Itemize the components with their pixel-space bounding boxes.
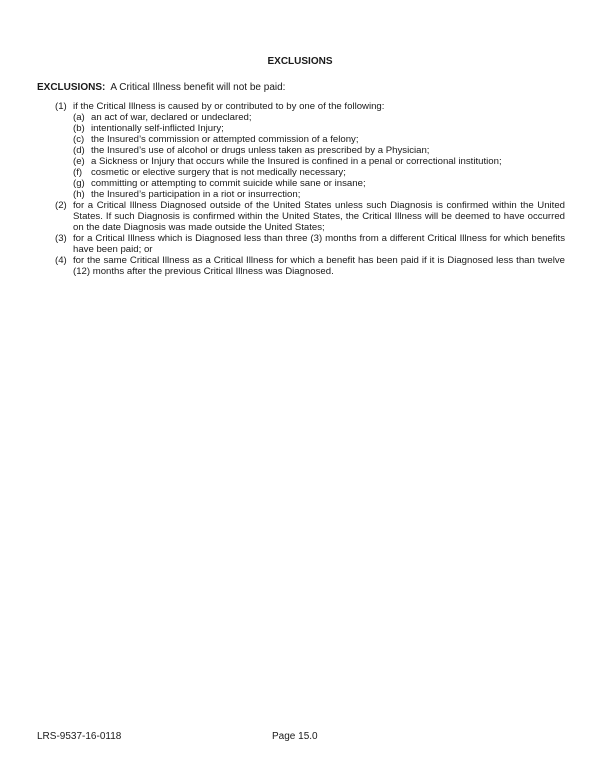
sub-item-text: an act of war, declared or undeclared;	[91, 112, 252, 123]
sub-item-a	[73, 112, 565, 123]
sub-item-text: the Insured’s participation in a riot or insurrection;	[91, 189, 301, 200]
intro-label: EXCLUSIONS:	[37, 82, 106, 93]
intro-line	[37, 82, 285, 93]
sub-item-number: (h)	[73, 189, 85, 200]
exclusion-item-2	[55, 200, 565, 233]
sub-item-number: (b)	[73, 123, 85, 134]
exclusion-sublist	[73, 112, 565, 200]
sub-item-number: (c)	[73, 134, 85, 145]
item-number: (2)	[55, 200, 67, 211]
item-text: for a Critical Illness Diagnosed outside of the United States unless such Diagnosis is confirmed within the United States. If such Diagnosis is confirmed within the United States, the Critical Illness will be deemed to have occurred on the date Diagnosis was made outside the United States;	[73, 200, 565, 233]
sub-item-text: the Insured’s commission or attempted commission of a felony;	[91, 134, 359, 145]
sub-item-number: (e)	[73, 156, 85, 167]
sub-item-h	[73, 189, 565, 200]
item-number: (4)	[55, 255, 67, 266]
sub-item-number: (g)	[73, 178, 85, 189]
sub-item-g	[73, 178, 565, 189]
item-text: if the Critical Illness is caused by or contributed to by one of the following:	[73, 101, 385, 112]
exclusion-item-3	[55, 233, 565, 255]
sub-item-number: (f)	[73, 167, 83, 178]
page-number: Page 15.0	[272, 731, 318, 742]
sub-item-d	[73, 145, 565, 156]
exclusion-item-1	[55, 101, 565, 200]
sub-item-e	[73, 156, 565, 167]
sub-item-b	[73, 123, 565, 134]
item-text: for the same Critical Illness as a Critical Illness for which a benefit has been paid if it is Diagnosed less than twelve (12) months after the previous Critical Illness was Diagnosed.	[73, 255, 565, 277]
sub-item-text: intentionally self-inflicted Injury;	[91, 123, 224, 134]
sub-item-text: cosmetic or elective surgery that is not medically necessary;	[91, 167, 346, 178]
sub-item-number: (a)	[73, 112, 85, 123]
exclusion-item-4	[55, 255, 565, 277]
item-number: (3)	[55, 233, 67, 244]
sub-item-c	[73, 134, 565, 145]
form-number: LRS-9537-16-0118	[37, 731, 122, 742]
sub-item-text: the Insured’s use of alcohol or drugs unless taken as prescribed by a Physician;	[91, 145, 430, 156]
sub-item-text: committing or attempting to commit suicide while sane or insane;	[91, 178, 366, 189]
intro-text: A Critical Illness benefit will not be paid:	[110, 82, 286, 93]
sub-item-f	[73, 167, 565, 178]
exclusions-list	[55, 101, 565, 277]
item-number: (1)	[55, 101, 67, 112]
sub-item-text: a Sickness or Injury that occurs while the Insured is confined in a penal or correctional institution;	[91, 156, 502, 167]
page-title: EXCLUSIONS	[267, 56, 333, 67]
item-text: for a Critical Illness which is Diagnosed less than three (3) months from a different Critical Illness for which benefits have been paid; or	[73, 233, 565, 255]
sub-item-number: (d)	[73, 145, 85, 156]
